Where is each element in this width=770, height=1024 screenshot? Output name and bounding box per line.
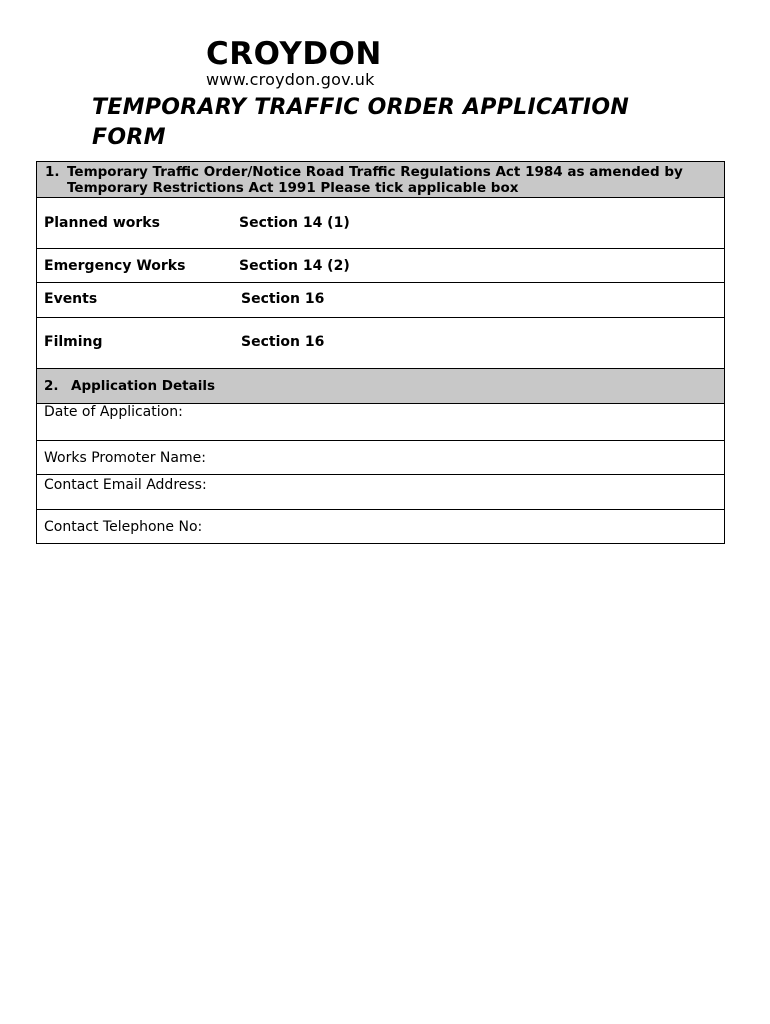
option-label: Events	[44, 291, 98, 307]
section-2-heading: Application Details	[71, 378, 216, 394]
section-1-number: 1.	[45, 164, 60, 180]
field-label: Contact Telephone No:	[44, 519, 203, 535]
option-section: Section 14 (2)	[239, 258, 350, 274]
croydon-logo	[206, 38, 382, 89]
section-1-header	[37, 162, 724, 197]
option-label: Planned works	[44, 215, 160, 231]
field-label: Date of Application:	[44, 404, 183, 420]
logo-name: CROYDON	[206, 36, 382, 72]
field-contact-email[interactable]	[37, 474, 724, 509]
field-contact-telephone[interactable]	[37, 509, 724, 543]
section-1-heading-line-2: Temporary Restrictions Act 1991 Please tick applicable box	[67, 180, 519, 196]
field-works-promoter-name[interactable]	[37, 440, 724, 474]
option-events[interactable]	[37, 282, 724, 317]
option-section: Section 16	[241, 291, 325, 307]
form-title	[92, 93, 692, 153]
field-date-of-application[interactable]	[37, 403, 724, 440]
option-filming[interactable]	[37, 317, 724, 368]
form-title-line-1: TEMPORARY TRAFFIC ORDER APPLICATION	[92, 95, 630, 120]
option-label: Emergency Works	[44, 258, 186, 274]
section-1-heading-line-1: Temporary Traffic Order/Notice Road Traffic Regulations Act 1984 as amended by	[67, 164, 683, 180]
field-label: Works Promoter Name:	[44, 450, 206, 466]
option-section: Section 16	[241, 334, 325, 350]
option-label: Filming	[44, 334, 103, 350]
section-2-number: 2.	[44, 378, 59, 394]
option-section: Section 14 (1)	[239, 215, 350, 231]
form-title-line-2: FORM	[92, 125, 166, 150]
section-2-header	[37, 368, 724, 403]
option-emergency-works[interactable]	[37, 248, 724, 282]
logo-url: www.croydon.gov.uk	[206, 70, 375, 89]
application-form	[36, 161, 725, 544]
section-1-heading	[67, 164, 707, 196]
option-planned-works[interactable]	[37, 197, 724, 248]
field-label: Contact Email Address:	[44, 477, 207, 493]
